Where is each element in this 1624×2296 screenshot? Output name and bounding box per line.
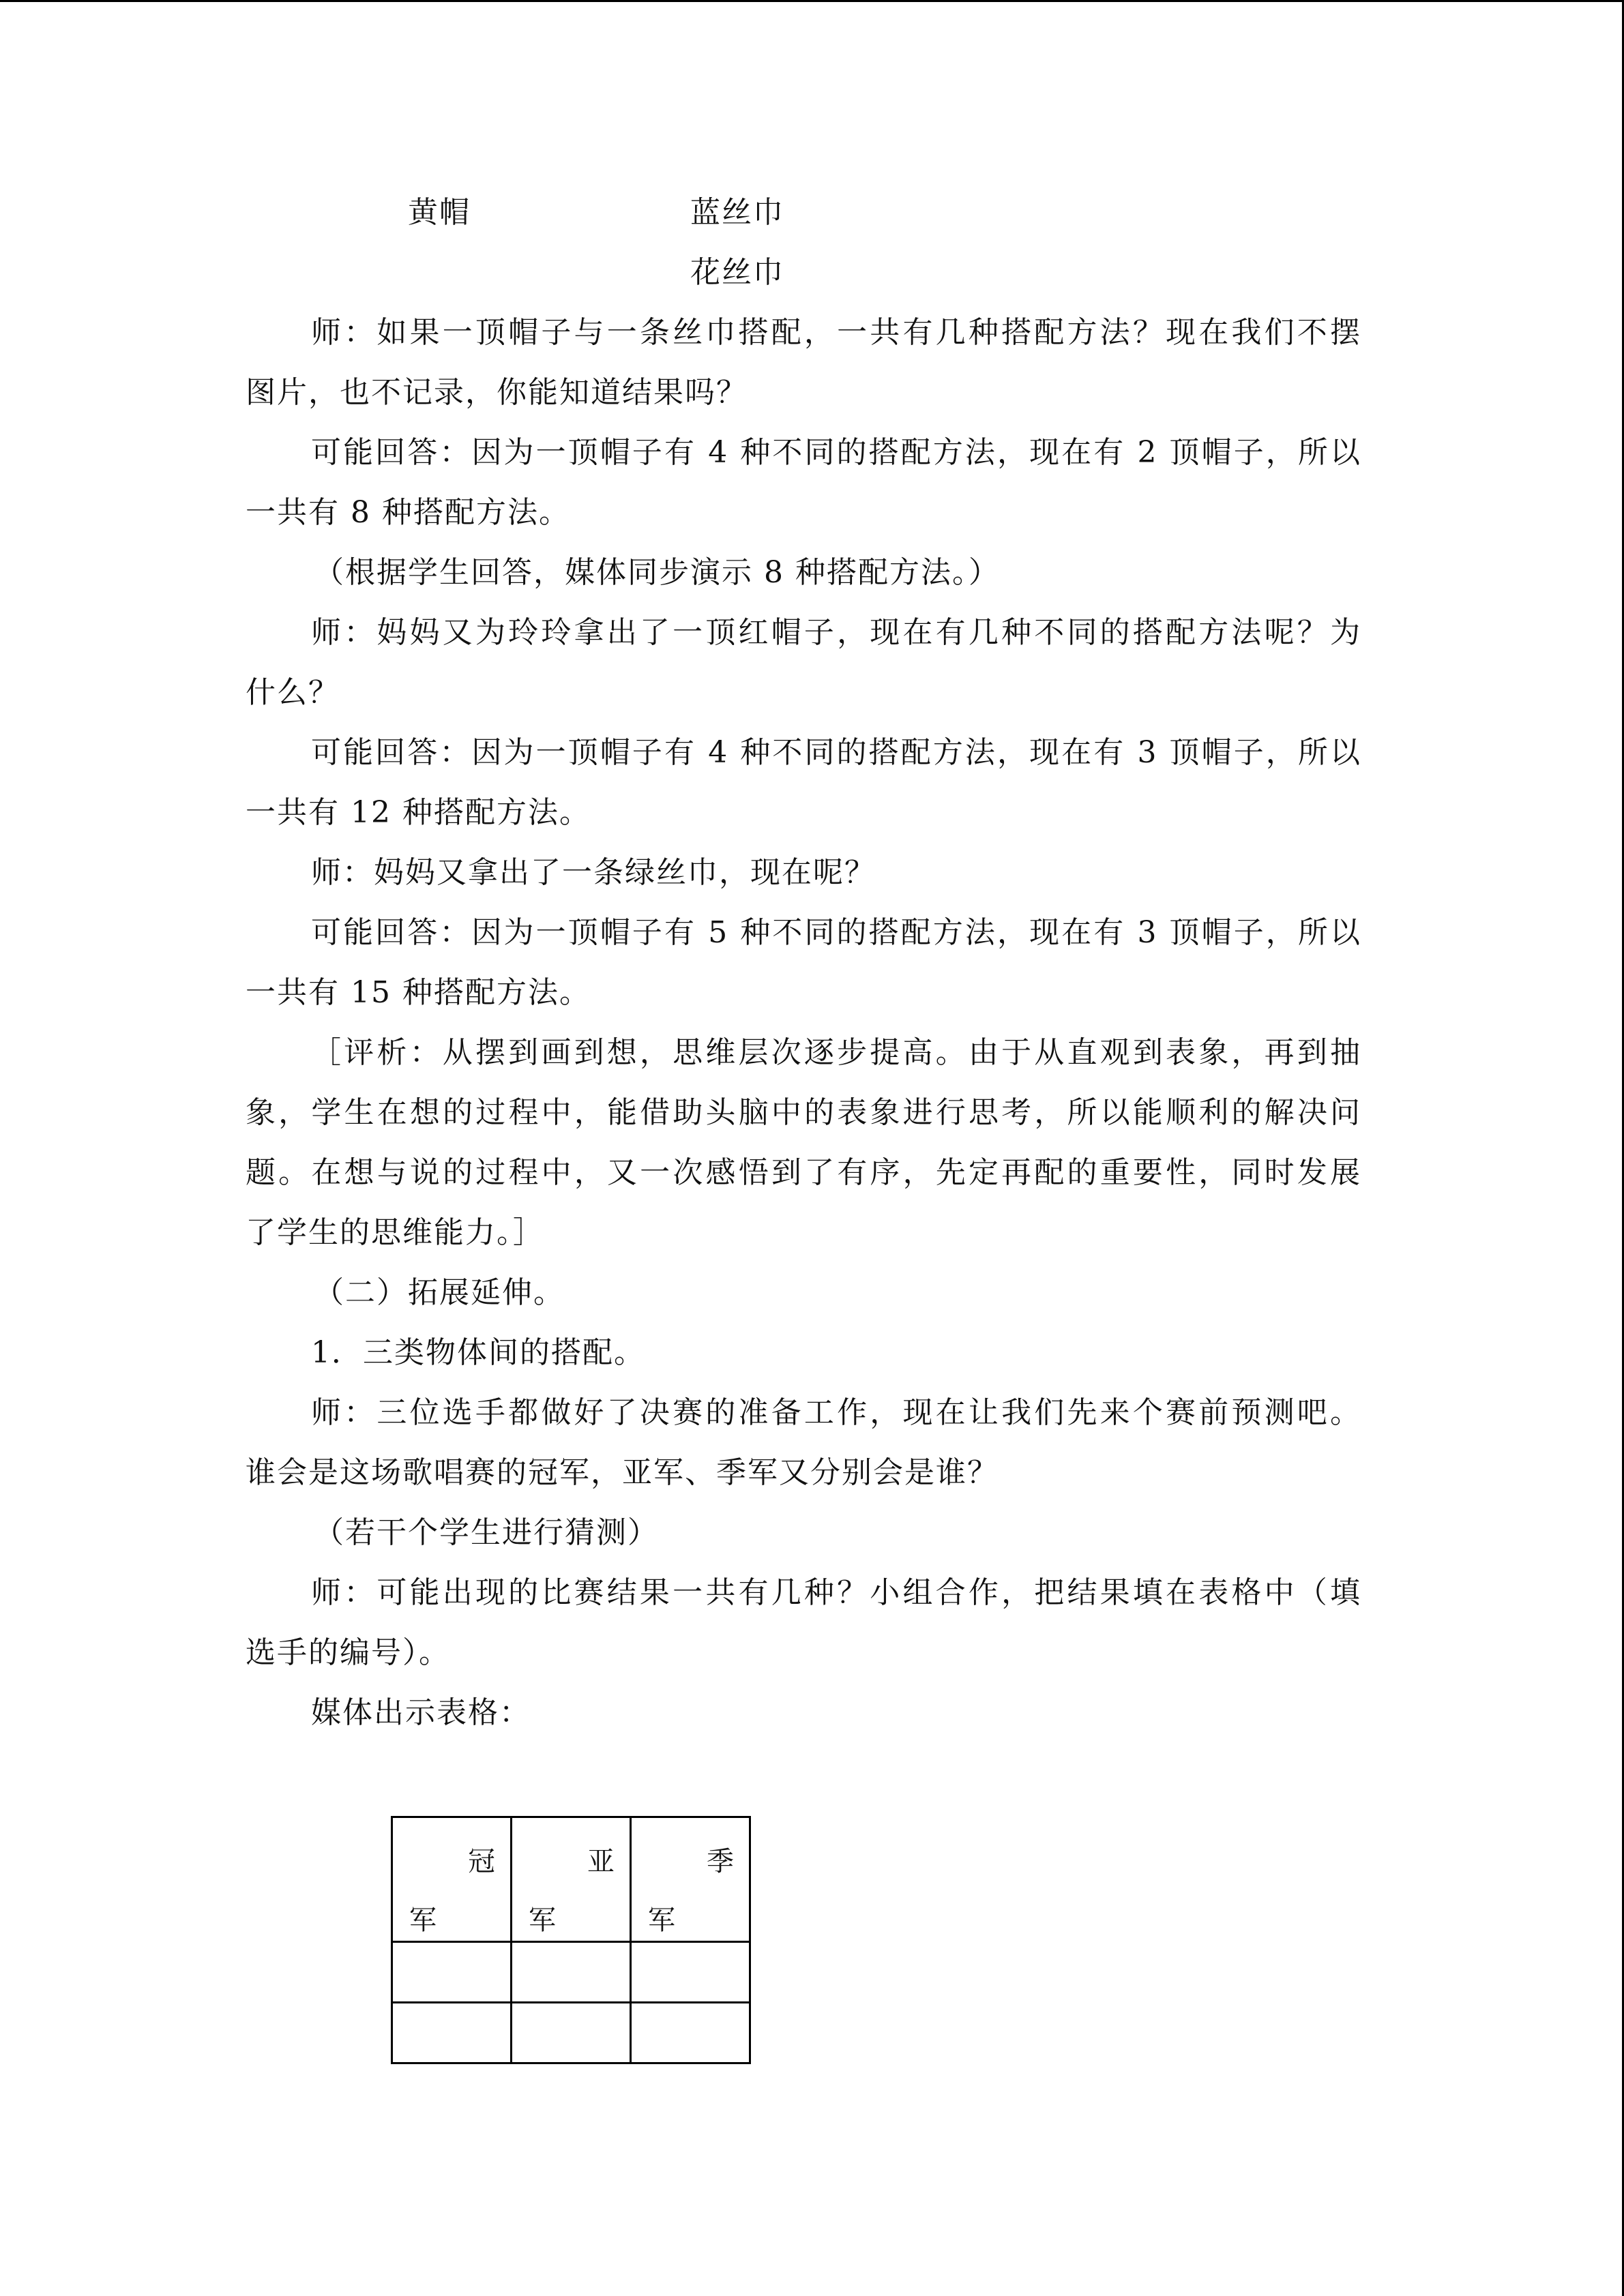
paragraph-line: 谁会是这场歌唱赛的冠军，亚军、季军又分别会是谁？ — [246, 1455, 999, 1490]
header-text: 军 — [648, 1905, 675, 1936]
flower-scarf-label: 花丝巾 — [690, 255, 784, 290]
table-row — [392, 1942, 750, 2003]
paragraph-line: 师：可能出现的比赛结果一共有几种？小组合作，把结果填在表格中（填 — [311, 1575, 1361, 1610]
table-cell — [392, 1942, 512, 2003]
paragraph-line: 可能回答：因为一顶帽子有 4 种不同的搭配方法，现在有 3 顶帽子，所以 — [311, 735, 1361, 770]
hat-scarf-row — [246, 183, 1361, 243]
table-cell — [631, 2003, 750, 2063]
blue-scarf-label: 蓝丝巾 — [690, 195, 784, 230]
paragraph-line: 一共有 15 种搭配方法。 — [246, 975, 591, 1010]
yellow-hat-label: 黄帽 — [408, 195, 471, 230]
commentary-line: 了学生的思维能力。］ — [246, 1215, 544, 1250]
paragraph-line: 师：妈妈又拿出了一条绿丝巾，现在呢？ — [311, 855, 876, 890]
top-border — [0, 0, 1624, 2]
header-text: 冠 — [468, 1846, 495, 1877]
header-text: 军 — [409, 1905, 437, 1936]
section-heading: （二）拓展延伸。 — [314, 1275, 565, 1310]
header-text: 军 — [529, 1905, 556, 1936]
paragraph-line: 媒体出示表格： — [311, 1695, 531, 1730]
paragraph-line: 一共有 8 种搭配方法。 — [246, 495, 570, 530]
header-text: 季 — [707, 1846, 734, 1877]
paragraph-line: （若干个学生进行猜测） — [314, 1515, 659, 1550]
result-table — [391, 1816, 751, 2064]
commentary-line: 题。在想与说的过程中，又一次感悟到了有序，先定再配的重要性，同时发展 — [246, 1155, 1361, 1190]
paragraph-line: 师：如果一顶帽子与一条丝巾搭配，一共有几种搭配方法？现在我们不摆 — [311, 315, 1361, 350]
result-table-container — [391, 1816, 751, 2064]
table-header-row — [392, 1817, 750, 1942]
paragraph-line: 什么？ — [246, 675, 340, 710]
paragraph-line: 可能回答：因为一顶帽子有 5 种不同的搭配方法，现在有 3 顶帽子，所以 — [311, 915, 1361, 950]
commentary-line: 象，学生在想的过程中，能借助头脑中的表象进行思考，所以能顺利的解决问 — [246, 1095, 1361, 1130]
paragraph-line: 图片，也不记录，你能知道结果吗？ — [246, 375, 748, 410]
commentary-line: ［评析：从摆到画到想，思维层次逐步提高。由于从直观到表象，再到抽 — [311, 1035, 1361, 1070]
header-text: 亚 — [587, 1846, 615, 1877]
header-cell-champion — [392, 1817, 512, 1942]
table-cell — [512, 2003, 631, 2063]
paragraph-line: 可能回答：因为一顶帽子有 4 种不同的搭配方法，现在有 2 顶帽子，所以 — [311, 435, 1361, 470]
table-row — [392, 2003, 750, 2063]
paragraph-line: 一共有 12 种搭配方法。 — [246, 795, 591, 830]
paragraph-line: 师：三位选手都做好了决赛的准备工作，现在让我们先来个赛前预测吧。 — [311, 1395, 1361, 1430]
table-cell — [392, 2003, 512, 2063]
table-cell — [512, 1942, 631, 2003]
paragraph-line: 师：妈妈又为玲玲拿出了一顶红帽子，现在有几种不同的搭配方法呢？为 — [311, 615, 1361, 650]
header-cell-runner-up — [512, 1817, 631, 1942]
paragraph-line: （根据学生回答，媒体同步演示 8 种搭配方法。） — [314, 555, 1000, 590]
header-cell-third — [631, 1817, 750, 1942]
paragraph-line: 选手的编号）。 — [246, 1635, 450, 1670]
flower-scarf-row — [246, 243, 1361, 303]
subsection-heading: 1．三类物体间的搭配。 — [311, 1335, 645, 1370]
document-body — [246, 183, 1361, 1743]
table-cell — [631, 1942, 750, 2003]
